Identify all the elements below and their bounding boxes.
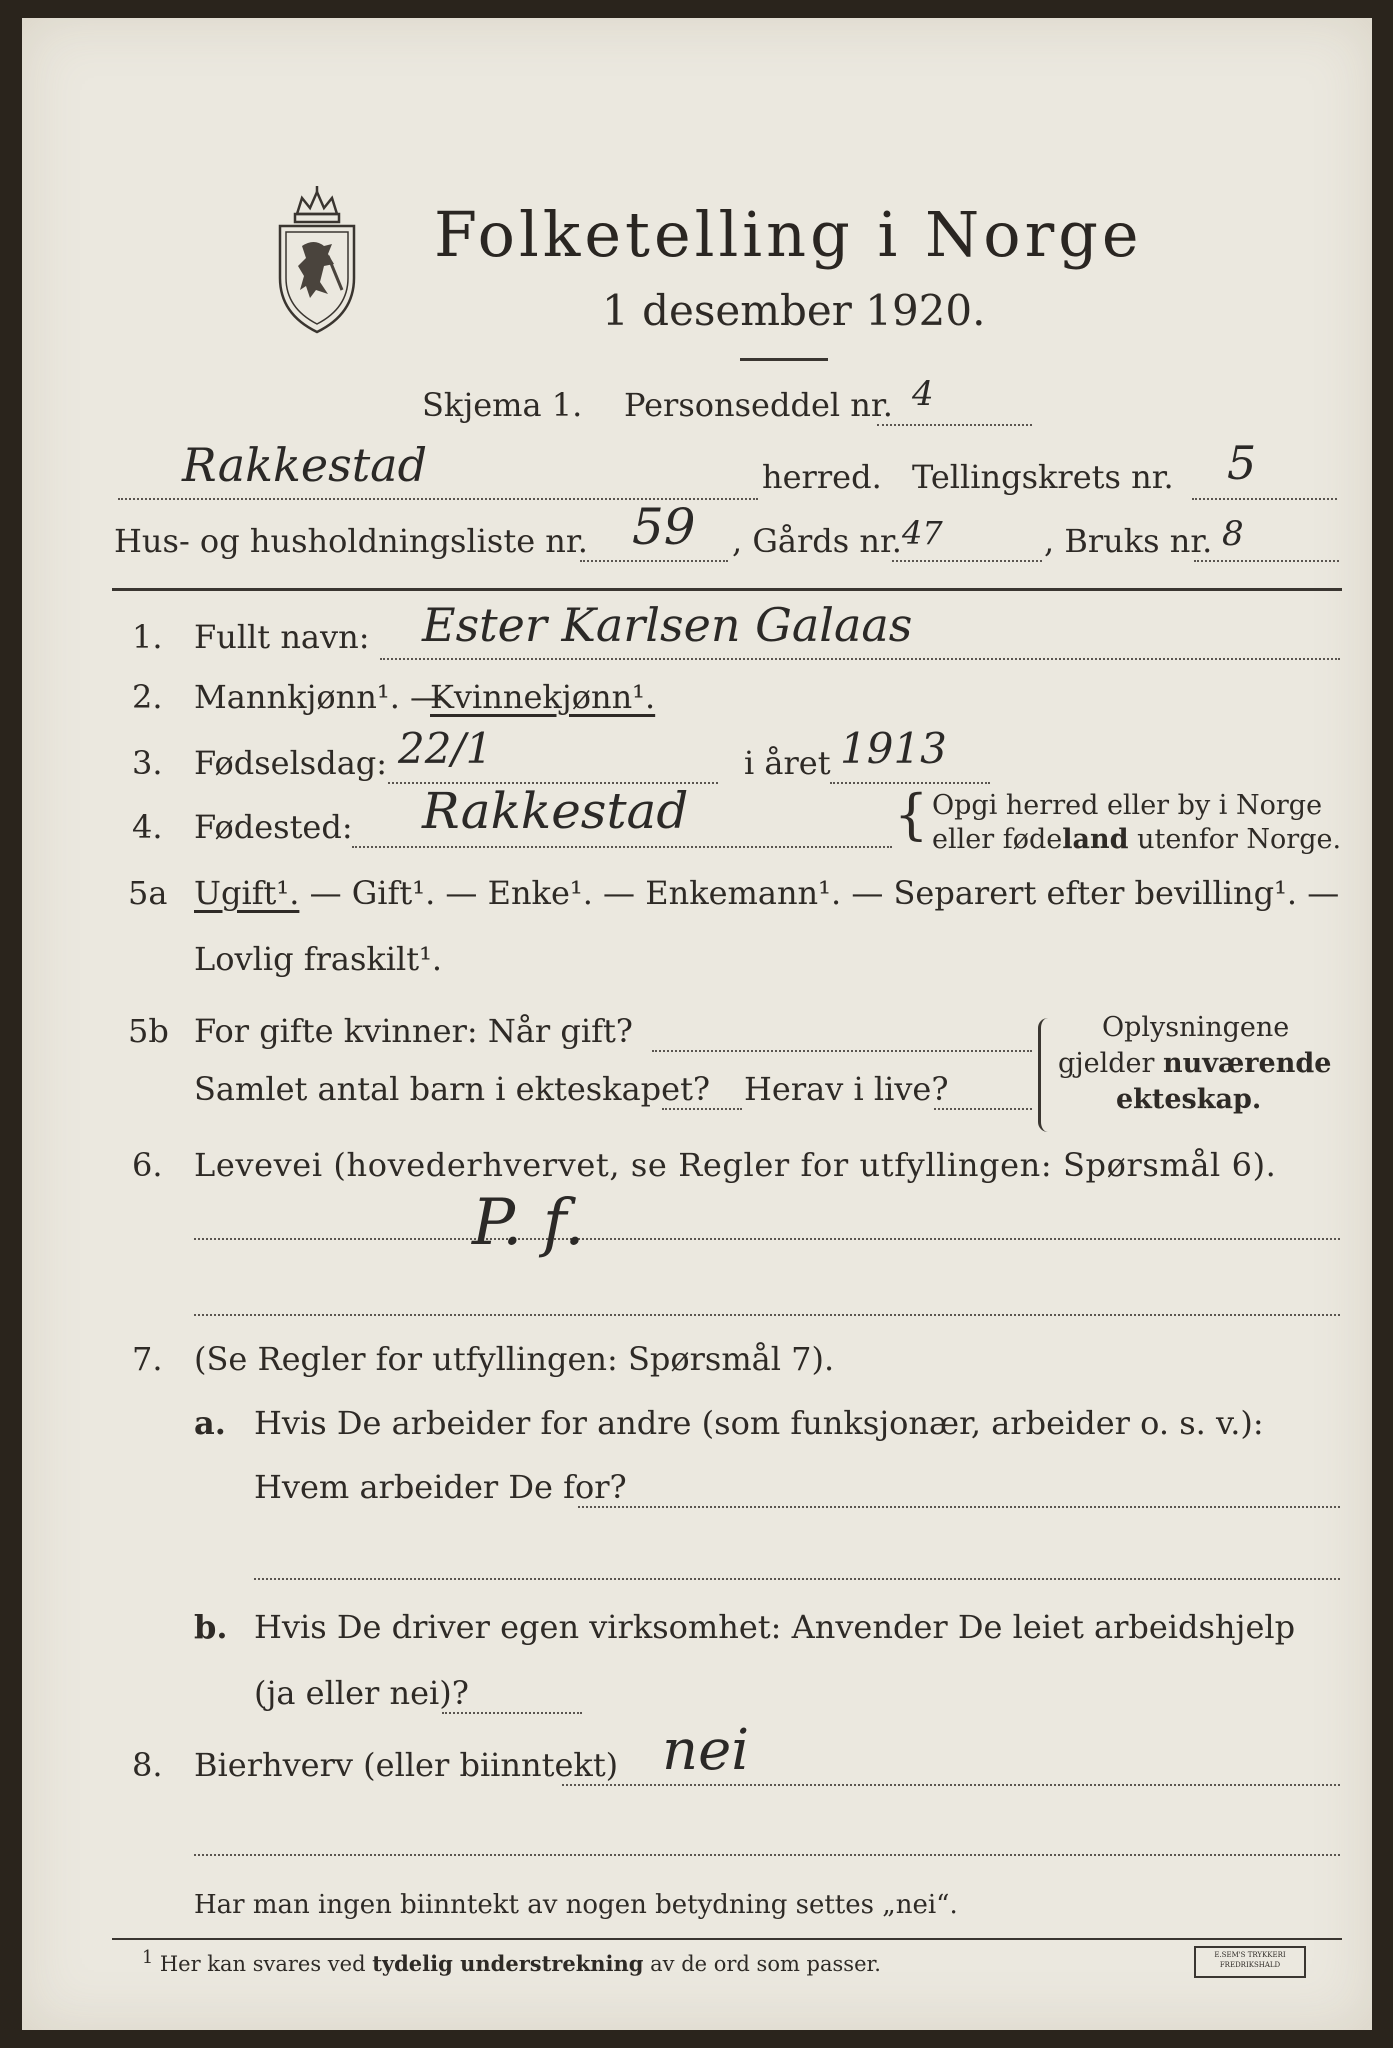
q1-line [380,658,1340,660]
q5b-label2: Samlet antal barn i ekteskapet? [194,1070,711,1108]
q8-line2 [194,1854,1340,1856]
q4-value: Rakkestad [422,782,689,840]
census-date: 1 desember 1920. [602,286,986,335]
printer-stamp-line1: E.SEM'S TRYKKERI [1214,1951,1286,1959]
personseddel-label: Personseddel nr. [624,386,893,424]
q7a-label: Hvis De arbeider for andre (som funksjonær, arbeider o. s. v.): [254,1404,1264,1442]
q6-line1 [194,1238,1340,1240]
tellingskrets-value: 5 [1227,436,1257,490]
q5a-options [194,874,1339,912]
q4-label: Fødested: [194,808,353,846]
coat-of-arms-emblem [262,186,372,336]
q1-value: Ester Karlsen Galaas [422,598,913,652]
gards-value: 47 [902,514,943,552]
q2-mann: Mannkjønn¹. — [194,678,443,716]
footnote-c: av de ord som passer. [643,1952,881,1976]
printer-stamp-line2: FREDRIKSHALD [1219,1961,1281,1969]
q8-number: 8. [132,1746,163,1784]
q4-brace: { [894,783,929,846]
q2-number: 2. [132,678,163,716]
q6-number: 6. [132,1146,163,1184]
q8-line [562,1784,1340,1786]
q7b-label: Hvis De driver egen virksomhet: Anvender De leiet arbeidshjelp [254,1608,1296,1646]
q2-kvinne: Kvinnekjønn¹. [430,678,656,716]
footer-separator [112,1938,1342,1940]
q5a-rest: — Gift¹. — Enke¹. — Enkemann¹. — Separert efter bevilling¹. — [299,874,1340,912]
tellingskrets-label: Tellingskrets nr. [912,458,1174,496]
q5a-ugift: Ugift¹. [194,874,300,912]
q5b-children-line [662,1108,742,1110]
footnote [142,1948,881,1976]
herred-value: Rakkestad [182,438,428,492]
q3-year-label: i året [744,744,831,782]
q5a-number: 5a [128,874,168,912]
q4-line [352,846,892,848]
q4-note-line2 [932,824,1341,855]
header-separator [112,588,1342,591]
bruks-line [1194,560,1339,562]
herred-label: herred. [762,458,882,496]
q5b-number: 5b [128,1012,169,1050]
q6-label: Levevei (hovederhvervet, se Regler for utfyllingen: Spørsmål 6). [194,1146,1277,1184]
q5b-note-line1: Oplysningene [1102,1012,1290,1043]
q5a-line2: Lovlig fraskilt¹. [194,940,443,978]
q4-note2-b: land [1062,824,1129,855]
printer-stamp [1194,1946,1306,1978]
q8-label: Bierhverv (eller biinntekt) [194,1746,619,1784]
husliste-line [580,560,728,562]
bruks-value: 8 [1222,514,1244,554]
bruks-label: , Bruks nr. [1044,522,1213,560]
personseddel-line [877,424,1032,426]
q7a-line2: Hvem arbeider De for? [254,1468,627,1506]
footnote-b: tydelig understrekning [372,1951,644,1976]
q7a-extra-line [254,1578,1340,1580]
q6-value: P. f. [472,1186,585,1260]
q5b-note-line3: ekteskap. [1116,1084,1262,1115]
q7-label: (Se Regler for utfyllingen: Spørsmål 7). [194,1340,835,1378]
q7b-line2: (ja eller nei)? [254,1674,469,1712]
gards-line [892,560,1042,562]
q5b-note2-b: nuværende [1163,1048,1332,1079]
q5b-note2-a: gjelder [1058,1048,1164,1079]
q3-year-value: 1913 [840,724,947,773]
q4-number: 4. [132,808,163,846]
q5b-alive-line [934,1108,1032,1110]
census-form [22,18,1372,2030]
q5b-note-line2 [1058,1048,1331,1079]
q7b-letter: b. [194,1608,228,1646]
q4-note2-c: utenfor Norge. [1128,824,1342,855]
footer-note: Har man ingen biinntekt av nogen betydning settes „nei“. [194,1890,958,1920]
q5b-label3: Herav i live? [744,1070,949,1108]
q4-note-line1: Opgi herred eller by i Norge [932,790,1323,821]
q8-value: nei [662,1718,750,1783]
personseddel-value: 4 [912,374,934,414]
q4-note2-a: eller føde [932,824,1063,855]
footnote-mark: 1 [142,1948,154,1968]
tellingskrets-line [1192,498,1337,500]
q7-number: 7. [132,1340,163,1378]
q5b-label1: For gifte kvinner: Når gift? [194,1012,633,1050]
husliste-value: 59 [632,498,696,556]
q3-label: Fødselsdag: [194,744,388,782]
gards-label: , Gårds nr. [732,522,902,560]
form-title: Folketelling i Norge [434,198,1143,271]
q6-line2 [194,1314,1340,1316]
q7b-answer-line [442,1712,582,1714]
q5b-bracket-left [1038,1018,1049,1132]
title-divider [740,358,828,361]
q7a-letter: a. [194,1404,226,1442]
q3-number: 3. [132,744,163,782]
skjema-label: Skjema 1. [422,386,583,424]
q5b-married-line [652,1050,1032,1052]
footnote-a: Her kan svares ved [159,1952,373,1976]
q1-number: 1. [132,618,163,656]
q7a-employer-line [578,1506,1340,1508]
q1-label: Fullt navn: [194,618,370,656]
husliste-label: Hus- og husholdningsliste nr. [114,522,588,560]
q3-value: 22/1 [398,724,493,773]
